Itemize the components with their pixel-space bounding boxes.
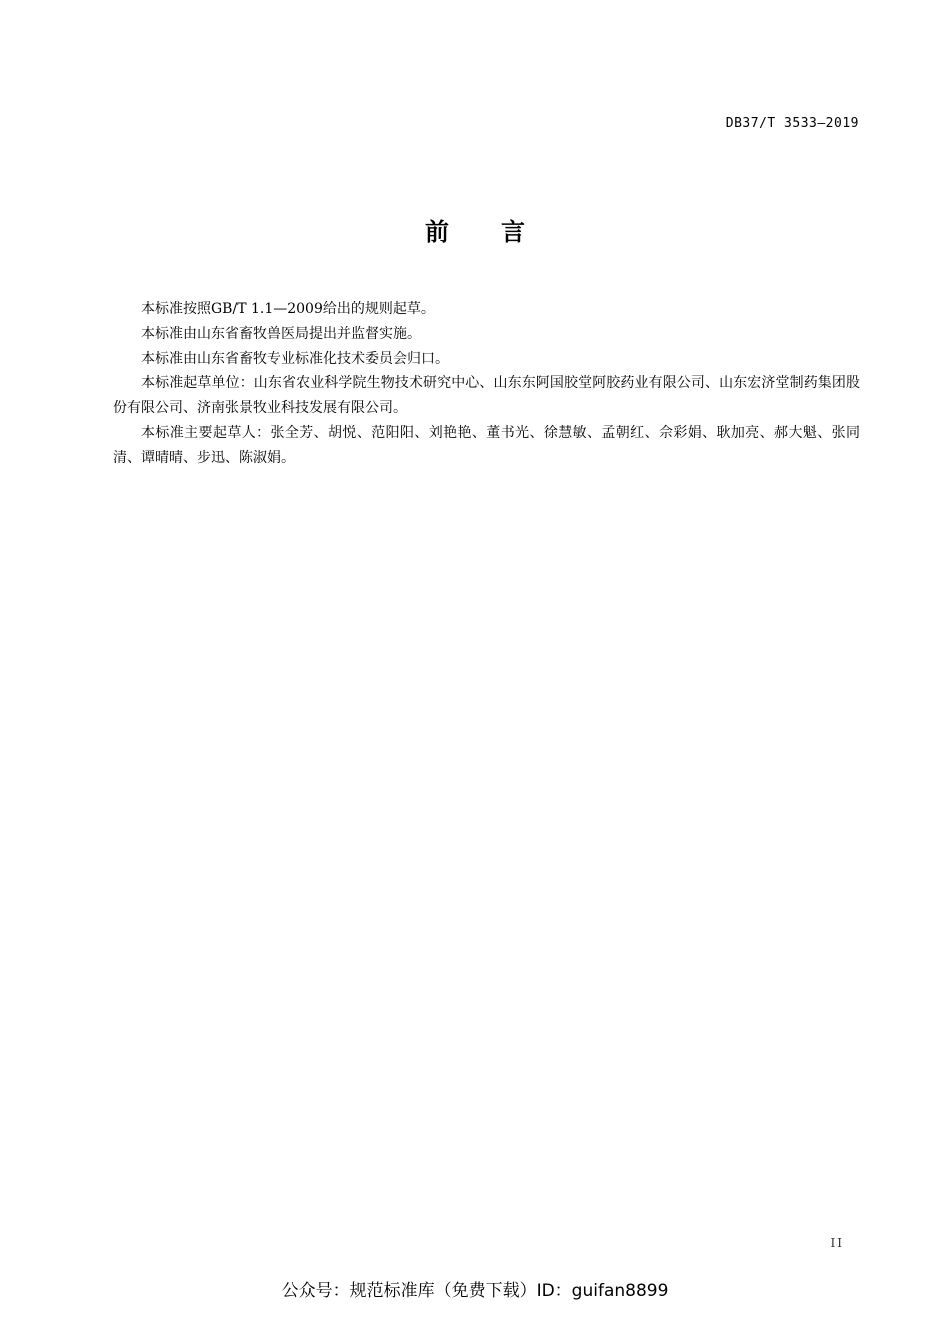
paragraph-proposer: 本标准由山东省畜牧兽医局提出并监督实施。	[141, 325, 421, 342]
foreword-body	[113, 297, 860, 471]
footer-note: 公众号：规范标准库（免费下载）ID：guifan8899	[281, 1281, 669, 1301]
page-title	[0, 212, 950, 247]
title-char-1: 前	[425, 218, 449, 246]
paragraph-committee: 本标准由山东省畜牧专业标准化技术委员会归口。	[141, 350, 449, 367]
standard-code: DB37/T 3533—2019	[725, 116, 859, 131]
paragraph-drafting-units: 本标准起草单位：山东省农业科学院生物技术研究中心、山东东阿国胶堂阿胶药业有限公司、山东宏济堂制药集团股份有限公司、济南张景牧业科技发展有限公司。	[113, 375, 860, 417]
title-char-2: 言	[501, 218, 525, 246]
page-number: II	[830, 1236, 844, 1250]
paragraph-drafting-rules: 本标准按照GB/T 1.1—2009给出的规则起草。	[141, 301, 435, 317]
paragraph-drafters: 本标准主要起草人：张全芳、胡悦、范阳阳、刘艳艳、董书光、徐慧敏、孟朝红、佘彩娟、耿加亮、郝大魁、张同清、谭晴晴、步迅、陈淑娟。	[113, 424, 860, 466]
